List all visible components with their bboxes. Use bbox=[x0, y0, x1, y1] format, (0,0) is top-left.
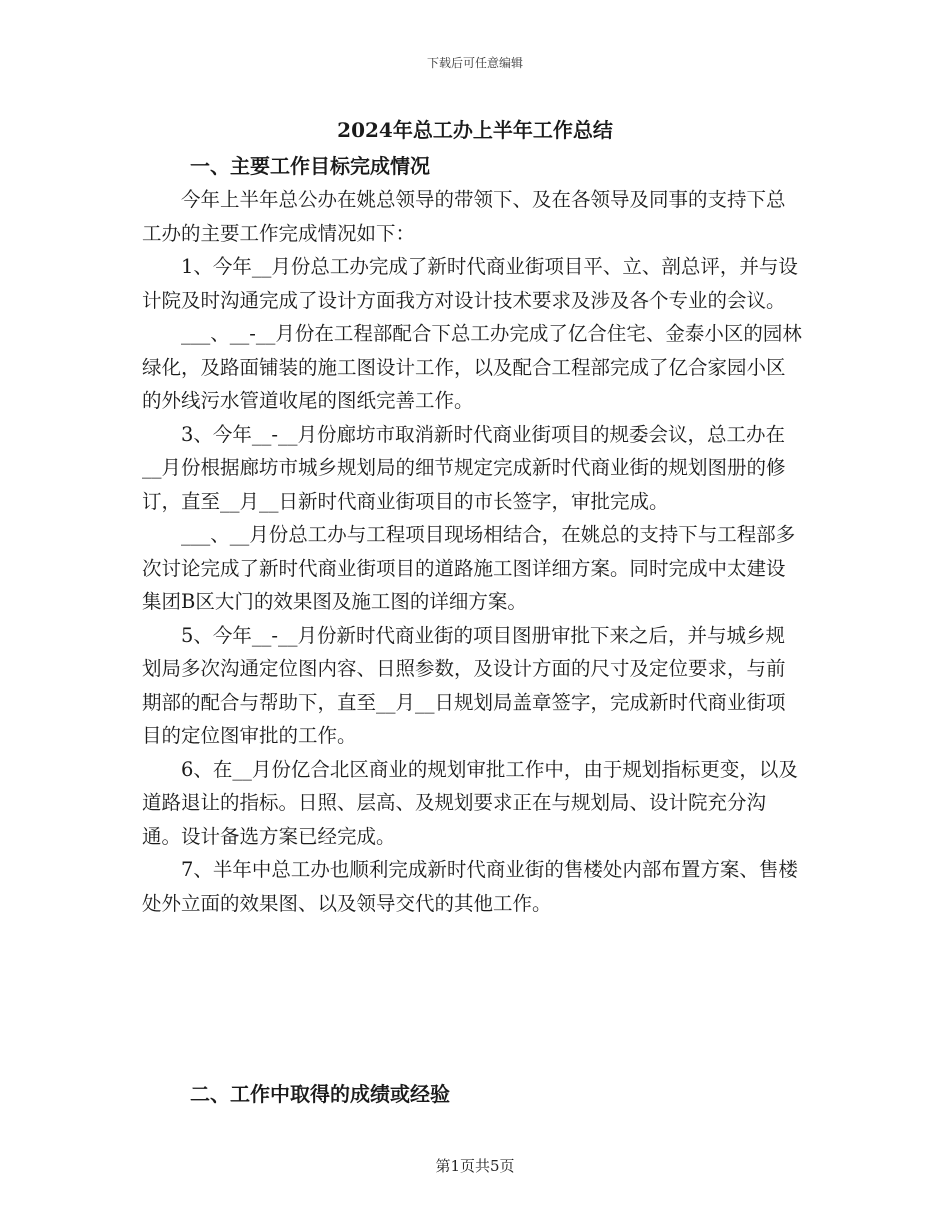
paragraph-item-5: 5、今年__-__月份新时代商业街的项目图册审批下来之后，并与城乡规划局多次沟通定位图内容、日照参数，及设计方面的尺寸及定位要求，与前期部的配合与帮助下，直至__月__日规划局盖章签字，完成新时代商业街项目的定位图审批的工作。 bbox=[142, 623, 786, 747]
document-title: 2024年总工办上半年工作总结 bbox=[337, 118, 613, 142]
paragraph-item-7: 7、半年中总工办也顺利完成新时代商业街的售楼处内部布置方案、售楼处外立面的效果图、以及领导交代的其他工作。 bbox=[142, 858, 798, 915]
paragraph-item-2: ___、__-__月份在工程部配合下总工办完成了亿合住宅、金泰小区的园林绿化，及路面铺装的施工图设计工作，以及配合工程部完成了亿合家园小区的外线污水管道收尾的图纸完善工作。 bbox=[142, 322, 802, 412]
paragraph-intro: 今年上半年总公办在姚总领导的带领下、及在各领导及同事的支持下总工办的主要工作完成情况如下： bbox=[142, 188, 786, 245]
paragraph-item-1: 1、今年__月份总工办完成了新时代商业街项目平、立、剖总评，并与设计院及时沟通完成了设计方面我方对设计技术要求及涉及各个专业的会议。 bbox=[142, 255, 798, 312]
section-heading-1: 一、主要工作目标完成情况 bbox=[190, 154, 430, 178]
section-heading-2: 二、工作中取得的成绩或经验 bbox=[190, 1082, 450, 1106]
paragraph-item-3: 3、今年__-__月份廊坊市取消新时代商业街项目的规委会议，总工办在__月份根据廊坊市城乡规划局的细节规定完成新时代商业街的规划图册的修订，直至__月__日新时代商业街项目的市长签字，审批完成。 bbox=[142, 422, 786, 513]
paragraph-item-6: 6、在__月份亿合北区商业的规划审批工作中，由于规划指标更变，以及道路退让的指标。日照、层高、及规划要求正在与规划局、设计院充分沟通。设计备选方案已经完成。 bbox=[142, 757, 798, 848]
body-content bbox=[142, 183, 802, 920]
paragraph-item-4: ___、__月份总工办与工程项目现场相结合，在姚总的支持下与工程部多次讨论完成了新时代商业街项目的道路施工图详细方案。同时完成中太建设集团B区大门的效果图及施工图的详细方案。 bbox=[142, 523, 796, 613]
page-footer: 第1页共5页 bbox=[435, 1157, 515, 1175]
header-note: 下载后可任意编辑 bbox=[426, 56, 523, 70]
